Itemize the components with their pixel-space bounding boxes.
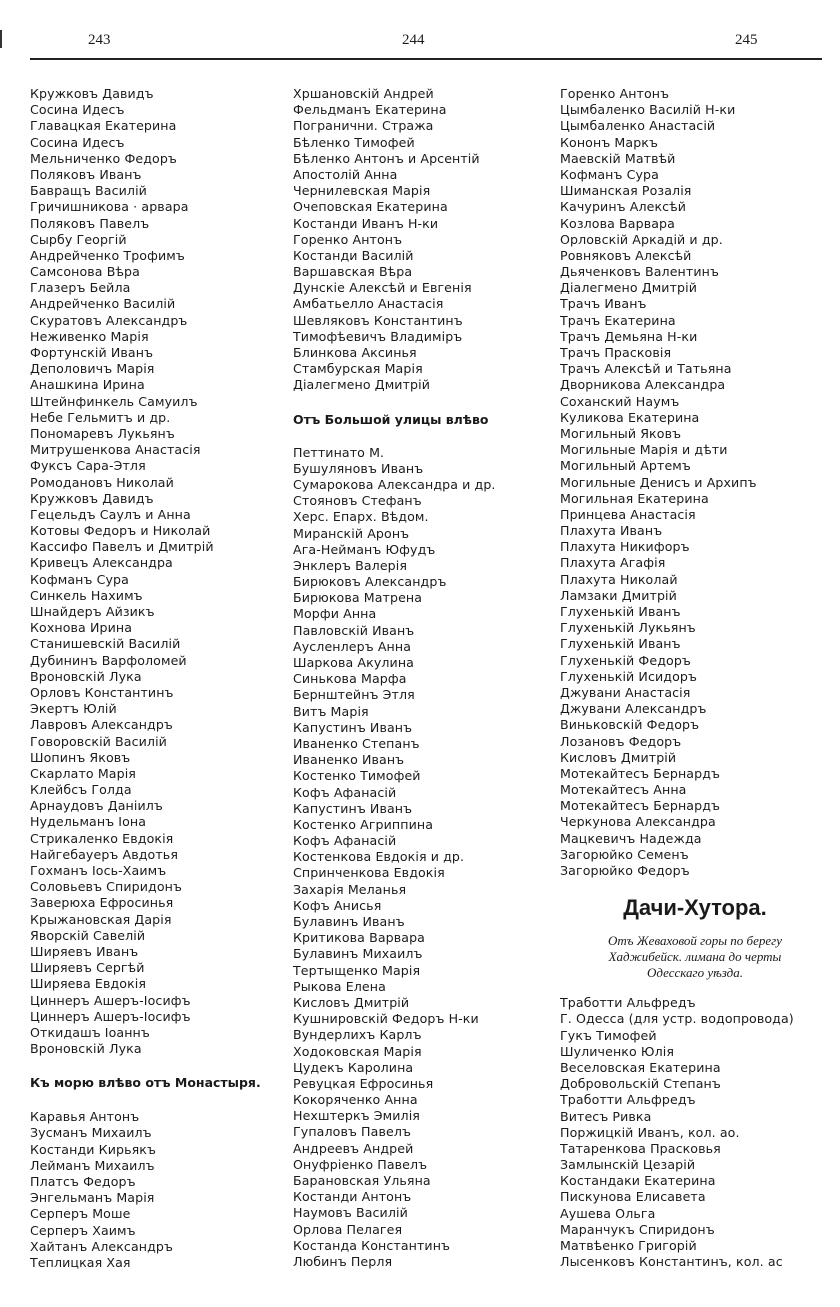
- list-item: Митрушенкова Анастасія: [30, 442, 201, 458]
- list-item: Куликова Екатерина: [560, 409, 700, 425]
- list-item: Кофъ Афанасій: [293, 833, 397, 849]
- list-item: Шевляковъ Константинъ: [293, 312, 463, 328]
- list-item: Фуксъ Сара-Этля: [30, 458, 146, 474]
- list-item: Плахута Николай: [560, 571, 678, 587]
- list-item: Качуринъ Алексѣй: [560, 199, 687, 215]
- list-item: Крыжановская Дарія: [30, 911, 172, 927]
- section-heading: Дачи-Хутора.: [623, 895, 767, 921]
- list-item: Дьяченковъ Валентинъ: [560, 264, 719, 280]
- list-item: Джувани Александръ: [560, 701, 707, 717]
- list-item: Плахута Иванъ: [560, 523, 663, 539]
- column-244: [293, 86, 553, 1270]
- list-item: Андреевъ Андрей: [293, 1140, 414, 1156]
- name-list: [560, 86, 830, 879]
- list-item: Станишевскій Василій: [30, 636, 181, 652]
- list-item: Трачъ Екатерина: [560, 312, 676, 328]
- list-item: Діалегмено Дмитрій: [560, 280, 697, 296]
- column-243: [30, 86, 280, 1271]
- list-item: Онуфріенко Павелъ: [293, 1156, 428, 1172]
- list-item: Костанди Иванъ Н-ки: [293, 215, 439, 231]
- list-item: Ревуцкая Ефросинья: [293, 1075, 434, 1091]
- list-item: Аушева Ольга: [560, 1205, 656, 1221]
- list-item: Кружковъ Давидъ: [30, 490, 154, 506]
- list-item: Кружковъ Давидъ: [30, 86, 154, 101]
- list-item: Андрейченко Трофимъ: [30, 247, 185, 263]
- list-item: Стамбурская Марія: [293, 361, 423, 377]
- list-item: Варшавская Вѣра: [293, 264, 413, 280]
- list-item: Бѣленко Тимофей: [293, 134, 415, 150]
- list-item: Поляковъ Павелъ: [30, 215, 150, 231]
- list-item: Добровольскій Степанъ: [560, 1076, 721, 1092]
- list-item: Барановская Ульяна: [293, 1173, 431, 1188]
- list-item: Кисловъ Дмитрій: [293, 994, 410, 1010]
- list-item: Дунскіе Алексѣй и Евгенія: [293, 280, 472, 296]
- list-item: Кофъ Анисья: [293, 897, 382, 913]
- list-item: Булавинъ Иванъ: [293, 914, 405, 929]
- list-item: Кушнировскій Федоръ Н-ки: [293, 1011, 479, 1027]
- list-item: Гукъ Тимофей: [560, 1027, 657, 1043]
- list-item: Ширяевъ Сергѣй: [30, 960, 145, 976]
- list-item: Главацкая Екатерина: [30, 118, 177, 134]
- list-item: Кононъ Маркъ: [560, 134, 659, 150]
- subheading-line: Отъ Жеваховой горы по берегу: [608, 933, 782, 949]
- list-item: Деполовичъ Марія: [30, 361, 155, 377]
- section-heading: Къ морю влѣво отъ Монастыря.: [30, 1075, 261, 1091]
- list-item: Серперъ Моше: [30, 1206, 131, 1222]
- list-item: Трачъ Демьяна Н-ки: [560, 328, 698, 344]
- list-item: Аусленлеръ Анна: [293, 638, 412, 654]
- list-item: Сосина Идесъ: [30, 102, 125, 118]
- list-item: Капустинъ Иванъ: [293, 719, 413, 735]
- list-item: Костанди Василій: [293, 247, 414, 263]
- list-item: Любинъ Перля: [293, 1253, 393, 1269]
- list-item: Могильная Екатерина: [560, 490, 709, 506]
- list-item: Діалегмено Дмитрій: [293, 377, 430, 393]
- list-item: Морфи Анна: [293, 606, 377, 622]
- list-item: Зусманъ Михаилъ: [30, 1125, 152, 1141]
- list-item: Цымбаленко Анастасій: [560, 118, 716, 134]
- list-item: Серперъ Хаимъ: [30, 1222, 136, 1238]
- list-item: Блинкова Аксинья: [293, 345, 417, 360]
- list-item: Сохански‍й Наумъ: [560, 393, 680, 409]
- list-item: Г. Одесса (для устр. водопровода): [560, 1011, 794, 1027]
- list-item: Неживенко Марія: [30, 328, 149, 344]
- page-number-right: 245: [735, 32, 758, 48]
- list-item: Скуратовъ Александръ: [30, 312, 188, 328]
- list-item: Ромодановъ Николай: [30, 474, 174, 490]
- list-item: Синкель Нахимъ: [30, 587, 143, 603]
- list-item: Кисловъ Дмитрій: [560, 749, 677, 765]
- list-item: Фельдманъ Екатерина: [293, 102, 447, 118]
- list-item: Матвѣенко Григорій: [560, 1238, 697, 1253]
- list-item: Тертыщенко Марія: [293, 962, 421, 978]
- list-item: Шнайдеръ Айзикъ: [30, 604, 155, 619]
- list-item: Откидашъ Іоаннъ: [30, 1024, 150, 1040]
- list-item: Костанда Константинъ: [293, 1237, 451, 1253]
- list-item: Спринченкова Евдокія: [293, 865, 445, 881]
- list-item: Глухенькій Иванъ: [560, 636, 681, 652]
- list-item: Маевскій Матвѣй: [560, 150, 676, 166]
- list-item: Мотекайтесъ Бернардъ: [560, 798, 721, 814]
- list-item: Кофманъ Сура: [30, 571, 129, 587]
- list-item: Апостолій Анна: [293, 166, 398, 182]
- list-item: Цымбаленко Василій Н-ки: [560, 102, 736, 118]
- list-item: Тимофѣевичъ Владиміръ: [293, 328, 463, 344]
- list-item: Стояновъ Стефанъ: [293, 493, 422, 509]
- list-item: Миранскій Аронъ: [293, 525, 410, 541]
- list-item: Шиманская Розалія: [560, 183, 692, 199]
- list-item: Хайтанъ Александръ: [30, 1238, 174, 1254]
- list-item: Говоровскій Василій: [30, 733, 167, 749]
- list-item: Кассифо Павелъ и Дмитрій: [30, 539, 214, 555]
- name-list: [293, 86, 553, 394]
- list-item: Лысенковъ Константинъ, кол. ас: [560, 1254, 783, 1270]
- page-number-center: 244: [402, 32, 425, 48]
- list-item: Чернилевская Марія: [293, 183, 431, 199]
- list-item: Циннеръ Ашеръ-Іосифъ: [30, 992, 191, 1008]
- list-item: Анашкина Ирина: [30, 377, 145, 393]
- list-item: Мотекайтесъ Анна: [560, 782, 687, 798]
- list-item: Ровняковъ Алексѣй: [560, 247, 692, 263]
- list-item: Горенко Антонъ: [293, 231, 403, 247]
- list-item: Глухенькій Исидоръ: [560, 668, 697, 684]
- list-item: Поржицкій Иванъ, кол. ао.: [560, 1124, 740, 1140]
- list-item: Дубининъ Варфоломей: [30, 652, 187, 668]
- list-item: Наумовъ Василій: [293, 1205, 408, 1221]
- list-item: Горенко Антонъ: [560, 86, 670, 101]
- list-item: Шопинъ Яковъ: [30, 749, 131, 765]
- list-item: Козлова Варвара: [560, 215, 675, 231]
- list-item: Маранчукъ Спиридонъ: [560, 1221, 715, 1237]
- list-item: Замлынскій Цезарій: [560, 1157, 696, 1173]
- list-item: Костенко Агриппина: [293, 816, 434, 832]
- list-item: Тработти Альфредъ: [560, 995, 696, 1011]
- list-item: Кофманъ Сура: [560, 166, 659, 182]
- list-item: Костенко Тимофей: [293, 768, 421, 784]
- subheading-line: Одесскаго уѣзда.: [646, 965, 743, 981]
- list-item: Глазеръ Бейла: [30, 280, 131, 296]
- list-item: Лавровъ Александръ: [30, 717, 173, 733]
- list-item: Гупаловъ Павелъ: [293, 1124, 411, 1140]
- page-number-left: 243: [88, 32, 111, 48]
- list-item: Хршановскій Андрей: [293, 86, 434, 101]
- list-item: Энклеръ Валерія: [293, 557, 408, 573]
- list-item: Бирюкова Матрена: [293, 590, 423, 606]
- list-item: Иваненко Степанъ: [293, 735, 420, 751]
- list-item: Скарлато Марія: [30, 765, 136, 781]
- list-item: Тработти Альфредъ: [560, 1092, 696, 1108]
- list-item: Экертъ Юлій: [30, 701, 117, 717]
- list-item: Ходоковская Марія: [293, 1043, 422, 1059]
- list-item: Шаркова Акулина: [293, 655, 414, 670]
- list-item: Булавинъ Михаилъ: [293, 946, 423, 962]
- list-item: Цудекъ Каролина: [293, 1059, 414, 1075]
- list-item: Костенкова Евдокія и др.: [293, 849, 465, 865]
- list-item: Бирюковъ Александръ: [293, 574, 447, 590]
- list-item: Глухенькій Лукьянъ: [560, 620, 696, 636]
- list-item: Лейманъ Михаилъ: [30, 1157, 155, 1173]
- list-item: Бернштейнъ Этля: [293, 687, 415, 703]
- list-item: Орлова Пелагея: [293, 1221, 403, 1237]
- list-item: Платсъ Федоръ: [30, 1174, 136, 1189]
- list-item: Костанди Кирьякъ: [30, 1141, 156, 1157]
- list-item: Захарія Меланья: [293, 881, 407, 897]
- list-item: Самсонова Вѣра: [30, 264, 140, 280]
- list-item: Принцева Анастасія: [560, 506, 696, 522]
- list-item: Котовы Федоръ и Николай: [30, 523, 211, 539]
- list-item: Клейбсъ Голда: [30, 782, 132, 798]
- list-item: Татаренкова Прасковья: [560, 1140, 721, 1156]
- list-item: Мотекайтесъ Бернардъ: [560, 765, 721, 781]
- list-item: Глухенькій Федоръ: [560, 652, 691, 668]
- list-item: Гецельдъ Саулъ и Анна: [30, 506, 191, 522]
- subheading-line: Хаджибейск. лимана до черты: [608, 949, 782, 965]
- list-item: Джувани Анастасія: [560, 684, 691, 700]
- list-item: Могильные Денисъ и Архипъ: [560, 474, 757, 490]
- list-item: Кокоряченко Анна: [293, 1092, 418, 1108]
- list-item: Пискунова Елисавета: [560, 1189, 706, 1205]
- list-item: Бушуляновъ Иванъ: [293, 460, 424, 476]
- list-item: Костанди Антонъ: [293, 1189, 412, 1205]
- list-item: Веселовская Екатерина: [560, 1059, 721, 1075]
- list-item: Вундерлихъ Карлъ: [293, 1027, 422, 1043]
- list-item: Бавращъ Василій: [30, 183, 147, 199]
- list-item: Кривецъ Александра: [30, 555, 173, 571]
- list-item: Очеповская Екатерина: [293, 199, 448, 215]
- list-item: Сырбу Георгій: [30, 231, 127, 247]
- list-item: Могильные Марія и дѣти: [560, 442, 728, 458]
- page-edge-mark: [0, 30, 2, 48]
- list-item: Нехштеркъ Эмилія: [293, 1108, 420, 1124]
- list-item: Гричишникова · арвара: [30, 199, 189, 215]
- header-rule: [30, 58, 822, 60]
- list-item: Поляковъ Иванъ: [30, 166, 142, 182]
- list-item: Иваненко Иванъ: [293, 752, 405, 768]
- list-item: Трачъ Иванъ: [560, 296, 647, 312]
- list-item: Дворникова Александра: [560, 377, 726, 393]
- list-item: Бѣленко Антонъ и Арсентій: [293, 150, 480, 166]
- list-item: Могильный Артемъ: [560, 458, 691, 474]
- list-item: Орловъ Константинъ: [30, 684, 174, 700]
- name-list: [30, 86, 280, 1057]
- list-item: Плахута Никифоръ: [560, 539, 690, 555]
- list-item: Энгельманъ Марія: [30, 1190, 155, 1206]
- list-item: Пономаревъ Лукьянъ: [30, 425, 175, 441]
- column-245: [560, 86, 830, 1270]
- section-heading: Отъ Большой улицы влѣво: [293, 411, 489, 427]
- list-item: Плахута Агафія: [560, 555, 666, 571]
- list-item: Кофъ Афанасій: [293, 784, 397, 800]
- list-item: Фортунскій Иванъ: [30, 345, 154, 360]
- list-item: Орловскій Аркадій и др.: [560, 231, 723, 247]
- list-item: Амбатьелло Анастасія: [293, 296, 444, 312]
- list-item: Павловскій Иванъ: [293, 622, 415, 638]
- list-item: Андрейченко Василій: [30, 296, 176, 312]
- list-item: Ширяева Евдокія: [30, 976, 147, 992]
- list-item: Трачъ Прасковія: [560, 345, 672, 360]
- list-item: Херс. Епарх. Вѣдом.: [293, 509, 429, 525]
- list-item: Мацкевичъ Надежда: [560, 830, 702, 846]
- name-list: [30, 1109, 280, 1271]
- list-item: Глухенькій Иванъ: [560, 604, 681, 619]
- name-list: [293, 445, 553, 1271]
- list-item: Найгебауеръ Авдотья: [30, 846, 179, 862]
- list-item: Черкунова Александра: [560, 814, 716, 830]
- list-item: Заверюха Ефросинья: [30, 895, 174, 911]
- name-list: [560, 995, 830, 1270]
- list-item: Кохнова Ирина: [30, 620, 133, 636]
- list-item: Вроновскій Лука: [30, 668, 142, 684]
- list-item: Трачъ Алексѣй и Татьяна: [560, 361, 732, 377]
- list-item: Ага-Нейманъ Юфудъ: [293, 541, 436, 557]
- list-item: Стрикаленко Евдокія: [30, 830, 174, 846]
- list-item: Погранични. Стража: [293, 118, 434, 134]
- list-item: Небе Гельмитъ и др.: [30, 409, 171, 425]
- list-item: Критикова Варвара: [293, 930, 425, 946]
- list-item: Каравья Антонъ: [30, 1109, 140, 1125]
- section-subheading: [560, 933, 830, 981]
- list-item: Петтинато М.: [293, 444, 385, 460]
- list-item: Синькова Марфа: [293, 671, 407, 687]
- list-item: Капустинъ Иванъ: [293, 800, 413, 816]
- list-item: Лозановъ Федоръ: [560, 733, 682, 749]
- list-item: Вроновскій Лука: [30, 1041, 142, 1057]
- list-item: Сумарокова Александра и др.: [293, 476, 496, 492]
- list-item: Шуличенко Юлія: [560, 1043, 675, 1059]
- list-item: Рыкова Елена: [293, 978, 386, 994]
- list-item: Мельниченко Федоръ: [30, 150, 177, 166]
- list-item: Загорюйко Федоръ: [560, 863, 690, 878]
- list-item: Ламзаки Дмитрій: [560, 587, 677, 603]
- list-item: Костандаки Екатерина: [560, 1173, 716, 1189]
- list-item: Соловьевъ Спиридонъ: [30, 879, 183, 895]
- list-item: Сосина Идесъ: [30, 134, 125, 150]
- list-item: Виньковскій Федоръ: [560, 717, 700, 733]
- list-item: Загорюйко Семенъ: [560, 846, 689, 862]
- list-item: Нудельманъ Іона: [30, 814, 147, 830]
- list-item: Витесъ Ривка: [560, 1108, 652, 1124]
- list-item: Циннеръ Ашеръ-Іосифъ: [30, 1008, 191, 1024]
- list-item: Гохманъ Іось-Хаимъ: [30, 863, 167, 878]
- list-item: Ширяевъ Иванъ: [30, 943, 139, 959]
- list-item: Витъ Марія: [293, 703, 369, 719]
- list-item: Арнаудовъ Даніилъ: [30, 798, 163, 814]
- list-item: Штейнфинкель Самуилъ: [30, 393, 198, 409]
- list-item: Яворскій Савелій: [30, 927, 146, 943]
- list-item: Теплицкая Хая: [30, 1254, 131, 1270]
- list-item: Могильный Яковъ: [560, 425, 682, 441]
